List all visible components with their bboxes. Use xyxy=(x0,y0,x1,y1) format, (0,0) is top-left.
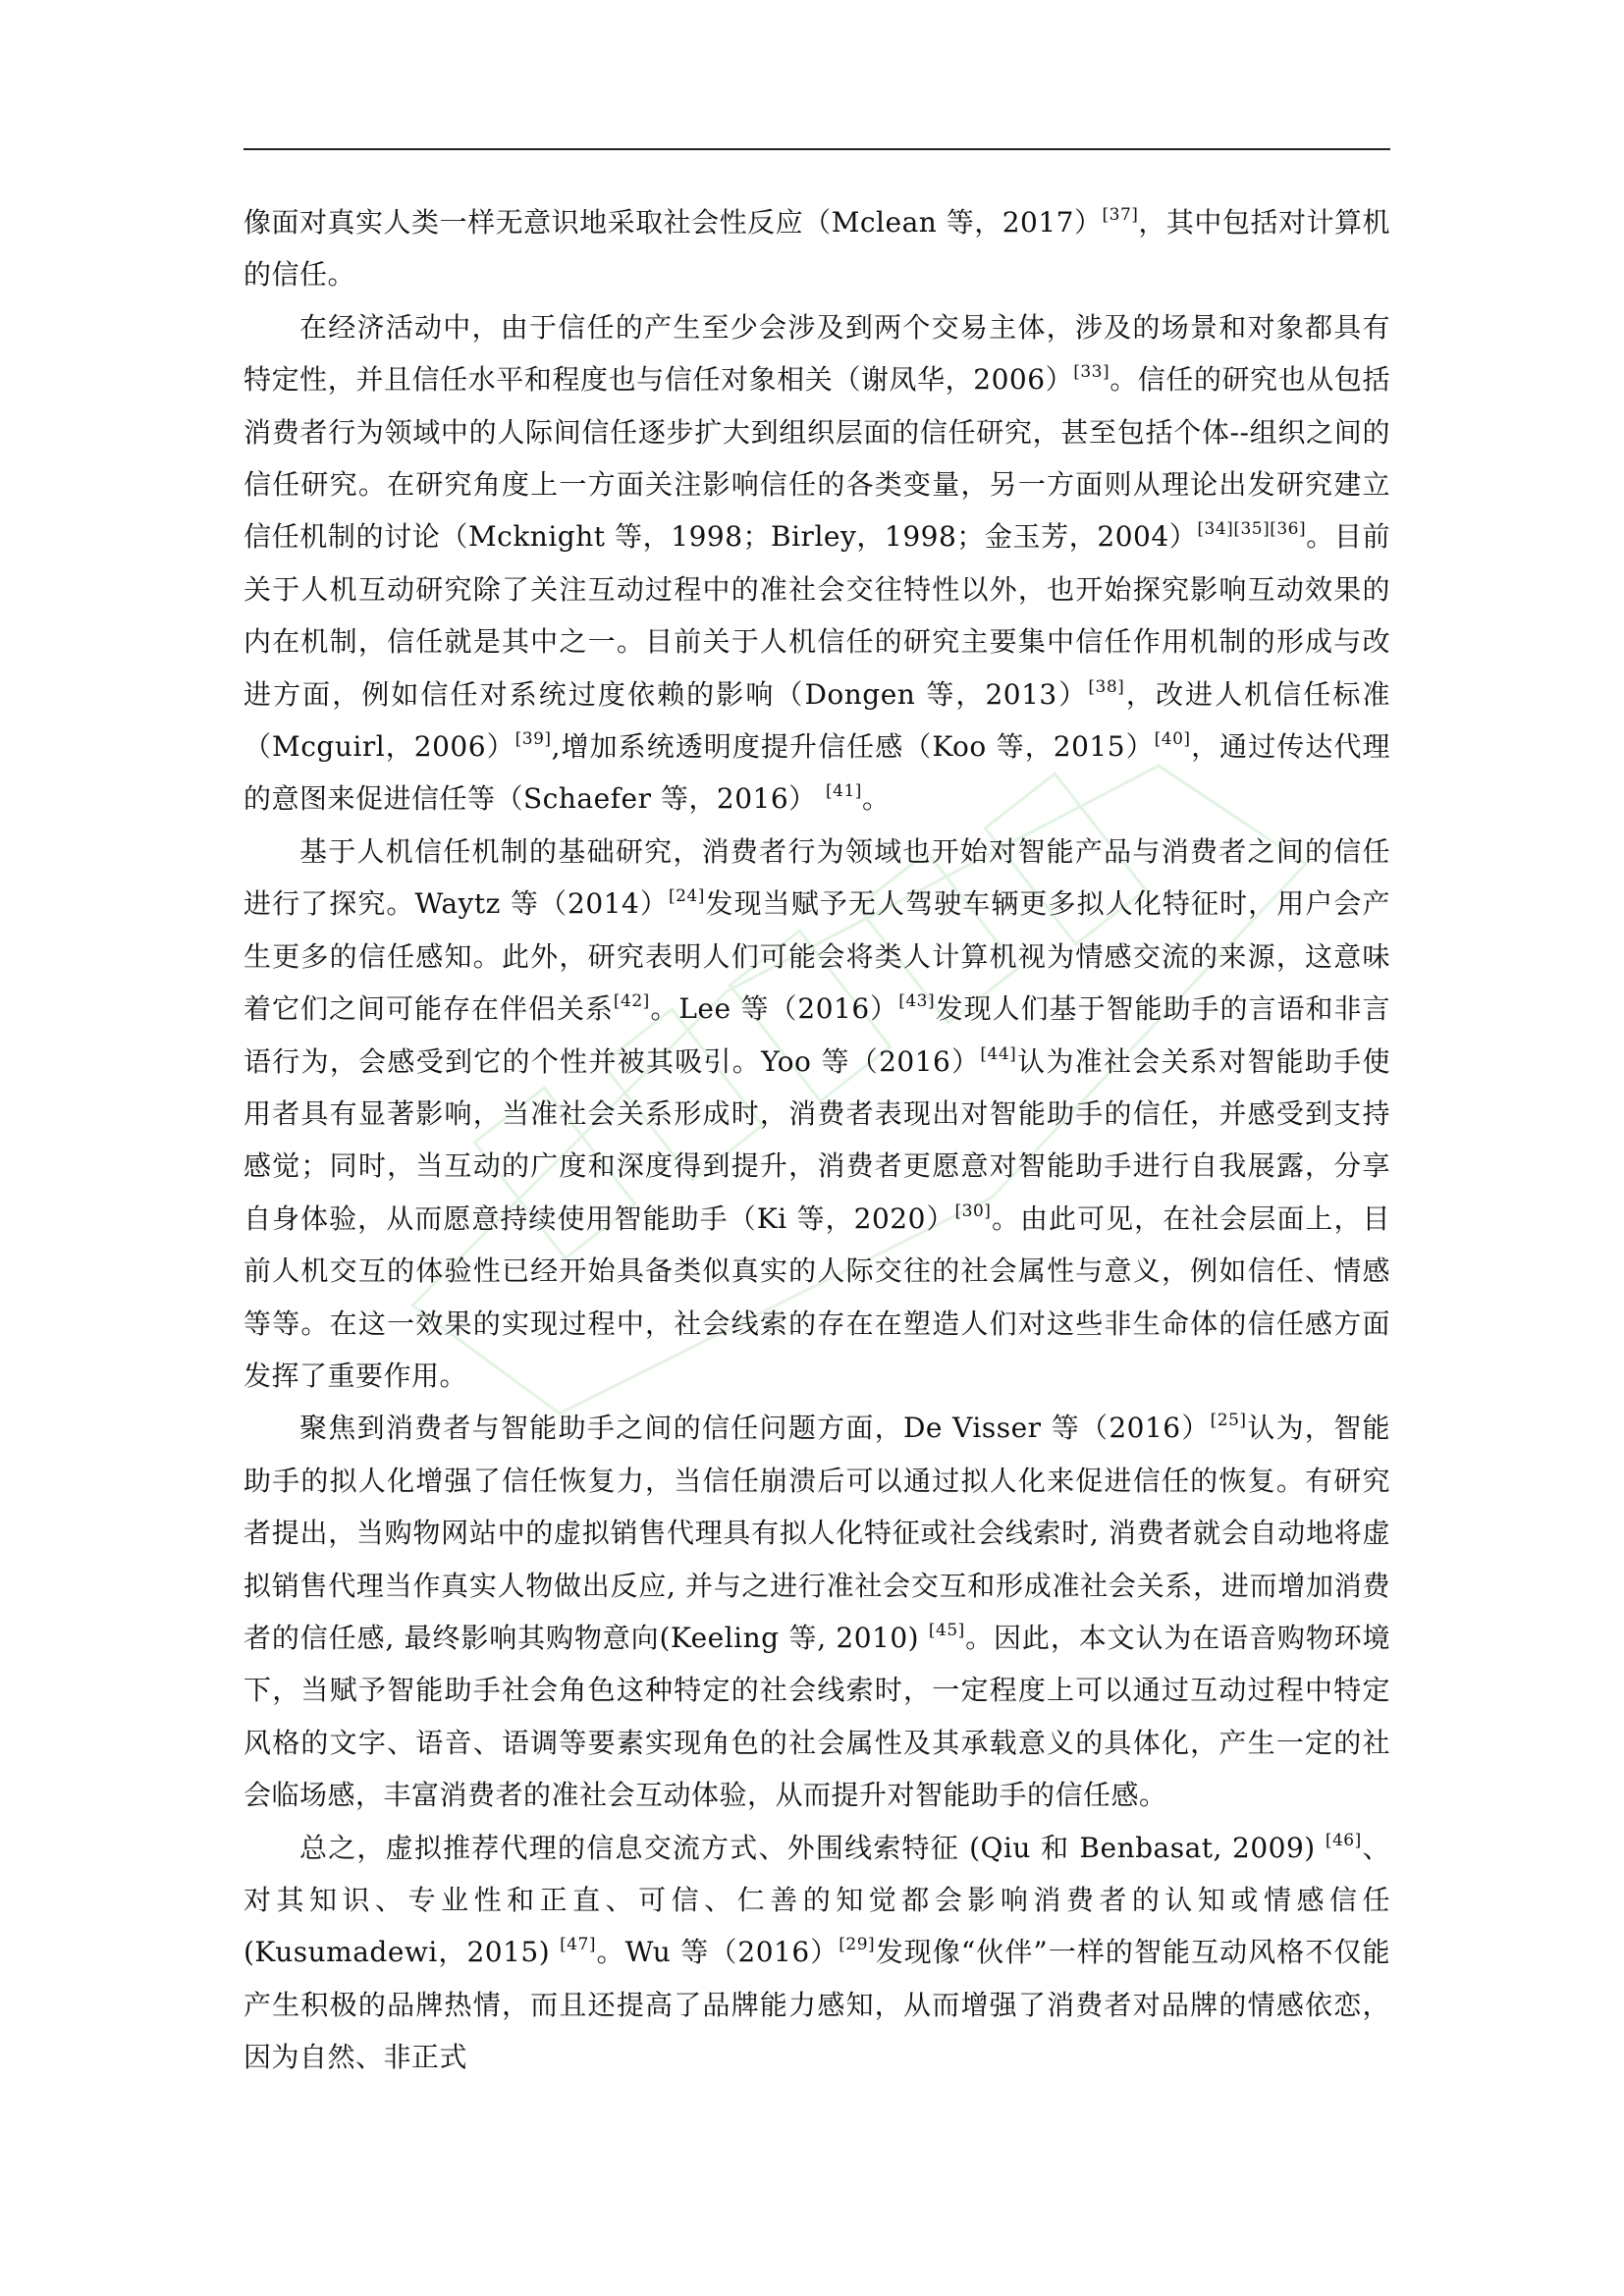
citation-ref: [45] xyxy=(928,1620,965,1640)
text-run: ，其中包括对计算机的信任。 xyxy=(244,206,1390,292)
document-body xyxy=(244,196,1390,2084)
paragraph xyxy=(244,196,1390,301)
citation-ref: [33] xyxy=(1073,362,1110,383)
text-run: 发现当赋予无人驾驶车辆更多拟人化特征时，用户会产生更多的信任感知。此外，研究表明人们可能会将类人计算机视为情感交流的来源，这意味着它们之间可能存在伴侣关系 xyxy=(244,887,1390,1026)
citation-ref: [41] xyxy=(826,781,862,802)
text-run: 认为准社会关系对智能助手使用者具有显著影响，当准社会关系形成时，消费者表现出对智能助手的信任，并感受到支持感觉；同时，当互动的广度和深度得到提升，消费者更愿意对智能助手进行自我展露，分享自身体验，从而愿意持续使用智能助手（Ki 等，2020） xyxy=(244,1044,1390,1235)
citation-ref: [40] xyxy=(1154,729,1191,750)
text-run: 。Lee 等（2016） xyxy=(649,992,899,1026)
text-run: 发现像“伙伴”一样的智能互动风格不仅能产生积极的品牌热情，而且还提高了品牌能力感知，从而增强了消费者对品牌的情感依恋，因为自然、非正式 xyxy=(244,1936,1390,2074)
text-run: 发现人们基于智能助手的言语和非言语行为，会感受到它的个性并被其吸引。Yoo 等（2016） xyxy=(244,992,1390,1078)
paragraph xyxy=(244,826,1390,1402)
citation-ref: [29] xyxy=(839,1935,876,1955)
text-run: 、对其知识、专业性和正直、可信、仁善的知觉都会影响消费者的认知或情感信任(Kusumadewi，2015) xyxy=(244,1831,1390,1969)
citation-ref: [30] xyxy=(954,1201,992,1221)
citation-ref: [25] xyxy=(1210,1411,1247,1431)
text-run: ，改进人机信任标准（Mcguirl，2006） xyxy=(244,677,1390,764)
text-run: 基于人机信任机制的基础研究，消费者行为领域也开始对智能产品与消费者之间的信任进行了探究。Waytz 等（2014） xyxy=(244,834,1390,921)
citation-ref: [42] xyxy=(613,991,650,1012)
text-run: ，通过传达代理的意图来促进信任等（Schaefer 等，2016） xyxy=(244,730,1390,816)
citation-ref: [46] xyxy=(1325,1830,1362,1850)
text-run: ,增加系统透明度提升信任感（Koo 等，2015） xyxy=(551,730,1155,764)
text-run: 。 xyxy=(861,782,891,816)
paragraph xyxy=(244,1402,1390,1821)
text-run: 。信任的研究也从包括消费者行为领域中的人际间信任逐步扩大到组织层面的信任研究，甚至包括个体--组织之间的信任研究。在研究角度上一方面关注影响信任的各类变量，另一方面则从理论出发研究建立信任机制的讨论（Mcknight 等，1998；Birley，1998；金玉芳，2004） xyxy=(244,363,1390,554)
citation-ref: [44] xyxy=(980,1043,1017,1064)
citation-ref: [34][35][36] xyxy=(1197,519,1307,540)
citation-ref: [37] xyxy=(1102,205,1139,225)
text-run: 像面对真实人类一样无意识地采取社会性反应（Mclean 等，2017） xyxy=(244,206,1103,239)
citation-ref: [43] xyxy=(898,991,936,1012)
text-run: 。Wu 等（2016） xyxy=(596,1936,839,1969)
citation-ref: [38] xyxy=(1088,676,1125,697)
text-run: 认为，智能助手的拟人化增强了信任恢复力，当信任崩溃后可以通过拟人化来促进信任的恢复。有研究者提出，当购物网站中的虚拟销售代理具有拟人化特征或社会线索时, 消费者就会自动地将虚拟销售代理当作真实人物做出反应, 并与之进行准社会交互和形成准社会关系，进而增加消费者的信任感, 最终影响其购物意向(Keeling 等, 2010) xyxy=(244,1412,1390,1654)
header-rule xyxy=(244,148,1390,150)
paragraph xyxy=(244,1822,1390,2084)
text-run: 聚焦到消费者与智能助手之间的信任问题方面，De Visser 等（2016） xyxy=(299,1412,1211,1445)
text-run: 总之，虚拟推荐代理的信息交流方式、外围线索特征 (Qiu 和 Benbasat, 2009) xyxy=(299,1831,1326,1864)
text-run: 在经济活动中，由于信任的产生至少会涉及到两个交易主体，涉及的场景和对象都具有特定性，并且信任水平和程度也与信任对象相关（谢凤华，2006） xyxy=(244,310,1390,397)
paragraph xyxy=(244,301,1390,826)
citation-ref: [39] xyxy=(514,729,552,750)
text-run: 。由此可见，在社会层面上，目前人机交互的体验性已经开始具备类似真实的人际交往的社会属性与意义，例如信任、情感等等。在这一效果的实现过程中，社会线索的存在在塑造人们对这些非生命体的信任感方面发挥了重要作用。 xyxy=(244,1201,1390,1392)
text-run: 。目前关于人机互动研究除了关注互动过程中的准社会交往特性以外，也开始探究影响互动效果的内在机制，信任就是其中之一。目前关于人机信任的研究主要集中信任作用机制的形成与改进方面，例如信任对系统过度依赖的影响（Dongen 等，2013） xyxy=(244,520,1390,711)
citation-ref: [47] xyxy=(560,1935,596,1955)
citation-ref: [24] xyxy=(668,886,705,907)
text-run: 。因此，本文认为在语音购物环境下，当赋予智能助手社会角色这种特定的社会线索时，一定程度上可以通过互动过程中特定风格的文字、语音、语调等要素实现角色的社会属性及其承载意义的具体化，产生一定的社会临场感，丰富消费者的准社会互动体验，从而提升对智能助手的信任感。 xyxy=(244,1621,1390,1812)
